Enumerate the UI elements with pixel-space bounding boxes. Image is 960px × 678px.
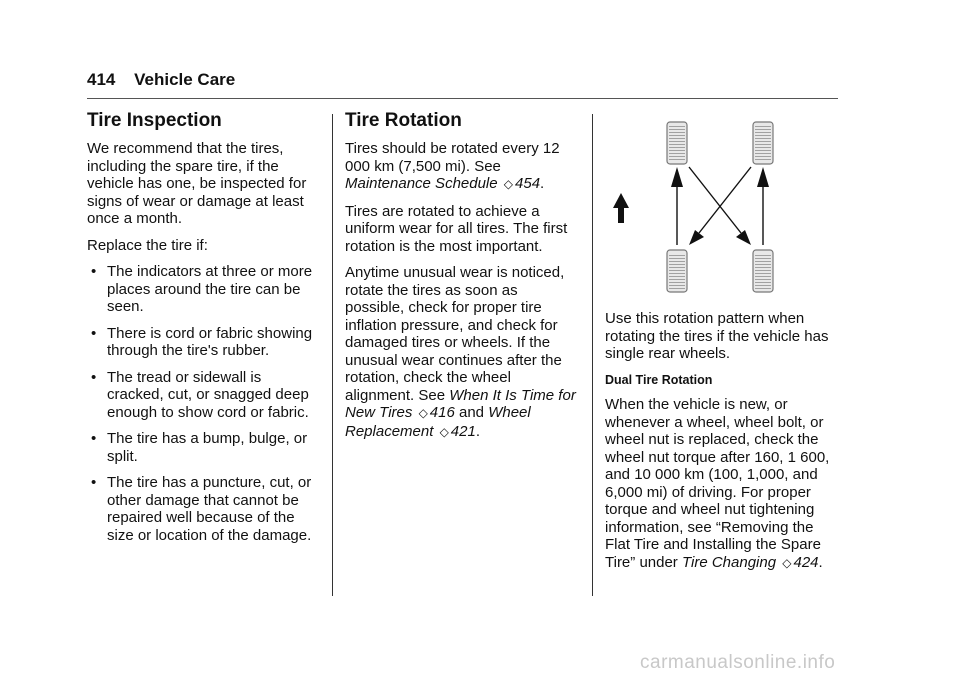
rear-to-front-left-arrow-icon bbox=[671, 167, 683, 245]
list-item: • The tire has a bump, bulge, or split. bbox=[91, 430, 308, 465]
replace-intro: Replace the tire if: bbox=[87, 236, 208, 254]
list-item: • The tread or sidewall is cracked, cut, or snagged deep enough to show cord or fabric. bbox=[91, 368, 309, 421]
new-tires-link[interactable]: When It Is Time for New Tires ◇ 416 bbox=[345, 386, 576, 421]
rotation-interval-paragraph: Tires should be rotated every 12 000 km (7,500 mi). See Maintenance Schedule ◇ 454. bbox=[345, 140, 560, 192]
dual-tire-rotation-heading: Dual Tire Rotation bbox=[605, 372, 713, 387]
bullet-icon: • bbox=[91, 368, 97, 386]
header-rule bbox=[87, 98, 838, 99]
tire-changing-link[interactable]: Tire Changing ◇ 424 bbox=[681, 553, 819, 571]
tire-rotation-heading: Tire Rotation bbox=[345, 110, 462, 131]
wheel-replacement-link[interactable]: Wheel Replacement ◇ 421 bbox=[345, 404, 531, 440]
page-number: 414 bbox=[87, 70, 116, 89]
xref-arrow-icon: ◇ bbox=[439, 424, 449, 439]
rear-to-front-right-arrow-icon bbox=[757, 167, 769, 245]
vehicle-forward-direction-arrow-icon bbox=[613, 193, 629, 223]
bullet-icon: • bbox=[91, 474, 97, 491]
watermark: carmanualsonline.info bbox=[640, 652, 836, 673]
tire-rotation-section bbox=[345, 110, 580, 450]
rotation-pattern-caption: Use this rotation pattern when rotating the tires if the vehicle has single rear wheels. bbox=[605, 310, 829, 362]
xref-arrow-icon: ◇ bbox=[782, 555, 792, 570]
bullet-icon: • bbox=[91, 263, 97, 280]
list-item: • The tire has a puncture, cut, or other damage that cannot be repaired well because of the size or location of the damage. bbox=[91, 474, 312, 544]
column-divider-left bbox=[332, 114, 333, 596]
section-title: Vehicle Care bbox=[134, 70, 236, 89]
list-item: • There is cord or fabric showing through the tire's rubber. bbox=[91, 324, 313, 359]
maintenance-schedule-link[interactable]: Maintenance Schedule ◇ 454 bbox=[345, 175, 541, 192]
rotation-purpose-paragraph: Tires are rotated to achieve a uniform wear for all tires. The first rotation is the most important. bbox=[345, 202, 568, 255]
list-item: • The indicators at three or more places around the tire can be seen. bbox=[91, 263, 313, 315]
rear-left-tire-icon bbox=[667, 250, 687, 292]
rotation-pattern-section bbox=[605, 119, 840, 581]
unusual-wear-paragraph: Anytime unusual wear is noticed, rotate the tires as soon as possible, check for proper tire inflation pressure, and check for damaged tires or wheels. If the unusual wear continues after the rotation, check the wheel alignment. See When It Is Time for New Tires ◇ 416 and Wheel Replacement ◇ 421. bbox=[345, 264, 576, 440]
tire-inspection-intro: We recommend that the tires, including the spare tire, if the vehicle has one, be inspected for signs of wear or damage at least once a month. bbox=[87, 140, 307, 227]
rear-right-tire-icon bbox=[753, 250, 773, 292]
dual-tire-rotation-paragraph: When the vehicle is new, or whenever a wheel, wheel bolt, or wheel nut is replaced, check the wheel nut torque after 160, 1 600, and 10 000 km (100, 1,000, and 6,000 mi) of driving. For proper torque and wheel nut tightening information, see “Removing the Flat Tire and Installing the Spare Tire” under Tire Changing ◇ 424. bbox=[605, 396, 830, 571]
bullet-icon: • bbox=[91, 324, 97, 342]
front-left-tire-icon bbox=[667, 122, 687, 164]
column-divider-right bbox=[592, 114, 593, 596]
bullet-icon: • bbox=[91, 430, 97, 447]
page-header bbox=[87, 70, 235, 90]
xref-arrow-icon: ◇ bbox=[503, 177, 514, 191]
xref-arrow-icon: ◇ bbox=[418, 406, 428, 420]
tire-inspection-section bbox=[87, 110, 319, 553]
front-right-tire-icon bbox=[753, 122, 773, 164]
replace-list bbox=[87, 263, 319, 544]
rotation-pattern-diagram bbox=[605, 119, 835, 304]
tire-inspection-heading: Tire Inspection bbox=[87, 110, 222, 131]
